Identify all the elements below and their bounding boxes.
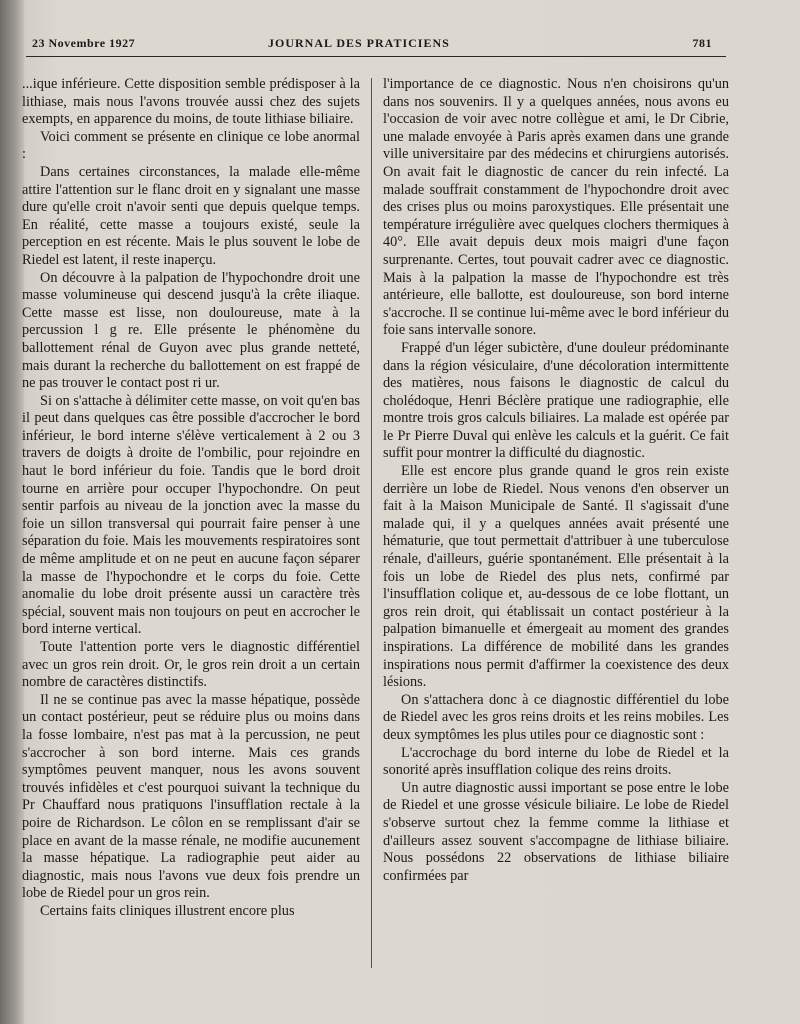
header-page-number: 781 — [692, 36, 712, 50]
paragraph: ...ique inférieure. Cette disposition semble prédisposer à la lithiase, mais nous l'avons trouvée aussi chez des sujets exempts, en apparence du moins, de toute lithiase biliaire. — [22, 76, 360, 128]
column-divider — [371, 78, 372, 968]
paragraph: Un autre diagnostic aussi important se pose entre le lobe de Riedel et une grosse vésicule biliaire. Le lobe de Riedel s'observe surtout chez la femme comme la lithiase et d'ailleurs assez souvent s'accompagne de lithiase biliaire. Nous possédons 22 observations de lithiase biliaire confirmées par — [383, 779, 729, 884]
paragraph: Toute l'attention porte vers le diagnostic différentiel avec un gros rein droit. Or, le gros rein droit a un certain nombre de caractères distinctifs. — [22, 639, 360, 691]
paragraph: Dans certaines circonstances, la malade elle-même attire l'attention sur le flanc droit en y signalant une masse dure qu'elle croit n'avoir senti que depuis quelque temps. En réalité, cette masse a toujours existé, seule la perception en est récente. Mais le plus souvent le lobe de Riedel est latent, il reste inaperçu. — [22, 163, 360, 268]
paragraph: On découvre à la palpation de l'hypochondre droit une masse volumineuse qui descend jusqu'à la crête iliaque. Cette masse est lisse, non douloureuse, mate à la percussion l g re. Elle présente le phénomène du ballottement rénal de Guyon avec plus grande netteté, mais durant la recherche du ballottement on est frappé de ne pas trouver le contact post ri ur. — [22, 269, 360, 392]
paragraph: Certains faits cliniques illustrent encore plus — [40, 902, 295, 919]
header-date: 23 Novembre 1927 — [32, 36, 136, 50]
paragraph: L'accrochage du bord interne du lobe de Riedel et la sonorité après insufflation colique des reins droits. — [383, 744, 729, 779]
paragraph: Frappé d'un léger subictère, d'une douleur prédominante dans la région vésiculaire, d'une décoloration intermittente des matières, nous faisons le diagnostic de calcul du cholédoque, Henri Béclère pratique une radiographie, elle montre trois gros calculs biliaires. La malade est opérée par le Pr Pierre Duval qui enlève les calculs et la guérit. Ce fait suffit pour montrer la difficulté du diagnostic. — [383, 339, 729, 462]
paragraph: Il ne se continue pas avec la masse hépatique, possède un contact postérieur, peut se réduire plus ou moins dans la fosse lombaire, n'est pas mat à la percussion, ne peut s'accrocher à son bord interne. Mais ces grands symptômes peuvent manquer, nous les avons souvent trouvés infidèles et c'est pourquoi suivant la technique du Pr Chauffard nous pratiquons l'insufflation rectale à la poire de Richardson. Le côlon en se remplissant d'air se place en avant de la masse rénale, ne modifie aucunement la masse hépatique. La radiographie peut aider au diagnostic, mais nous l'avons vue deux fois prendre un lobe de Riedel pour un gros rein. — [22, 691, 360, 902]
paragraph: Si on s'attache à délimiter cette masse, on voit qu'en bas il peut dans quelques cas être possible d'accrocher le bord inférieur, le bord interne s'élève verticalement à 2 ou 3 travers de doigts à droite de l'ombilic, pour rejoindre en haut le bord inférieur du foie. Tandis que le bord droit tourne en arrière pour occuper l'hypochondre. On peut sentir parfois au niveau de la jonction avec la masse du foie un sillon transversal qui pourrait faire penser à une séparation du foie. Mais les mouvements respiratoires sont de même amplitude et on ne peut en aucune façon séparer la masse de l'hypochondre et le corps du foie. Cette anomalie du lobe droit présente aussi un caractère très spécial, souvent mais non toujours on peut en accrocher le bord interne vertical. — [22, 392, 360, 638]
header-rule — [26, 56, 726, 57]
book-binding-shadow — [0, 0, 24, 1024]
paragraph: Elle est encore plus grande quand le gros rein existe derrière un lobe de Riedel. Nous venons d'en observer un fait à la Maison Municipale de Santé. Il s'agissait d'une malade qui, il y a quelques années avait présenté une hématurie, que tout permettait d'attribuer à une tuberculose rénale, d'ailleurs, guérie spontanément. Elle présentait à la fois un lobe de Riedel des plus nets, confirmé par l'insufflation colique et, au-dessous de ce lobe flottant, un gros rein droit, qui établissait un contact postérieur à la palpation bimanuelle et émergeait au moment des grandes inspirations. La différence de mobilité dans les grandes inspirations nous permit d'affirmer la coexistence des deux lésions. — [383, 463, 729, 691]
paragraph: l'importance de ce diagnostic. Nous n'en choisirons qu'un dans nos souvenirs. Il y a quelques années, nous avons eu l'occasion de voir avec notre collègue et ami, le Dr Cibrie, une malade envoyée à Paris après examen dans une grande ville universitaire par des médecins et chirurgiens autorisés. On avait fait le diagnostic de cancer du rein infecté. La malade souffrait constamment de l'hypochondre droit avec des crises plus ou moins paroxystiques. Elle présentait une température irrégulière avec quelques clochers thermiques à 40°. Elle avait depuis deux mois maigri d'une façon surprenante. Certes, tout pouvait cadrer avec ce diagnostic. Mais à la palpation la masse de l'hypochondre est très antérieure, elle ballotte, est douloureuse, son bord interne s'accroche. Il se continue lui-même avec le bord inférieur du foie sans intervalle sonore. — [383, 76, 729, 339]
running-header — [28, 36, 712, 56]
left-column — [22, 76, 360, 921]
paragraph: On s'attachera donc à ce diagnostic différentiel du lobe de Riedel avec les gros reins droits et les reins mobiles. Les deux symptômes les plus utiles pour ce diagnostic sont : — [383, 691, 729, 743]
right-column — [383, 76, 729, 885]
paragraph: Voici comment se présente en clinique ce lobe anormal : — [22, 128, 360, 163]
header-journal-title: JOURNAL DES PRATICIENS — [268, 36, 450, 50]
